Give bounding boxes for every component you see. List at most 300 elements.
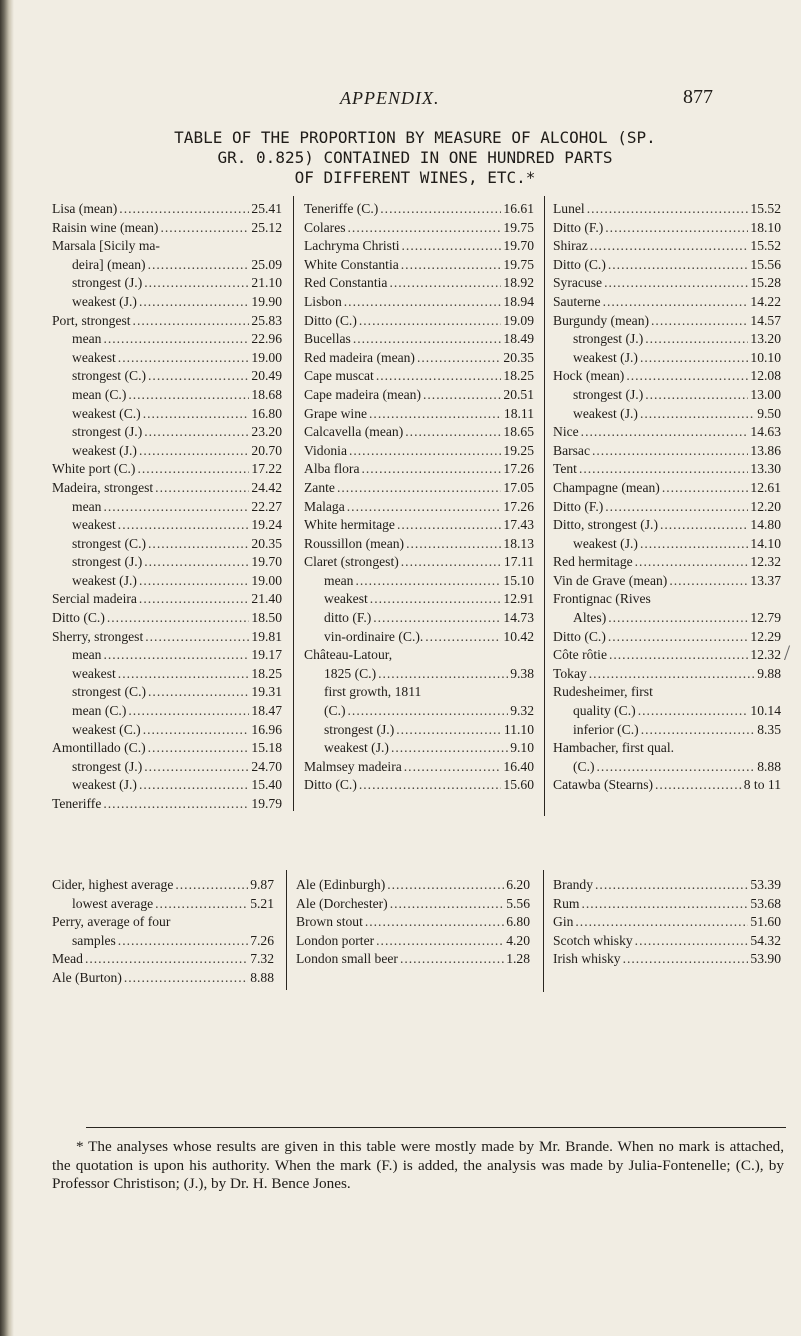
row-value: 4.20 [506, 932, 530, 948]
leader-dots [148, 256, 250, 275]
table-row [304, 646, 534, 665]
row-label: Ditto (F.) [553, 498, 604, 514]
leader-dots [148, 739, 250, 758]
leader-dots [365, 913, 504, 932]
row-value: 18.92 [503, 275, 534, 291]
leader-dots [592, 442, 748, 461]
row-label: Teneriffe [52, 796, 102, 811]
row-label: Hock (mean) [553, 368, 625, 384]
table-row [553, 702, 781, 721]
leader-dots [144, 274, 249, 293]
leader-dots [378, 665, 508, 684]
leader-dots [653, 590, 779, 609]
row-value: 12.32 [750, 647, 781, 663]
leader-dots [139, 776, 249, 795]
row-label: Gin [553, 914, 574, 930]
table-row [304, 776, 534, 795]
row-label: strongest (C.) [72, 368, 147, 384]
row-value: 54.32 [750, 932, 781, 948]
row-label: Tokay [553, 665, 587, 681]
running-title: APPENDIX. [340, 88, 440, 108]
row-label: Grape wine [304, 405, 368, 421]
row-label: Ditto (C.) [304, 312, 357, 328]
leader-dots [118, 516, 250, 535]
row-value: 9.32 [510, 703, 534, 719]
leader-dots [145, 628, 249, 647]
leader-dots [605, 498, 748, 517]
leader-dots [635, 553, 749, 572]
table-row [52, 913, 274, 932]
leader-dots [172, 913, 272, 932]
row-value: 17.43 [503, 517, 534, 533]
table-row [52, 969, 274, 988]
row-label: Champagne (mean) [553, 479, 660, 495]
row-label: mean [324, 572, 354, 588]
table-row [52, 665, 282, 684]
leader-dots [376, 367, 502, 386]
table-row [553, 386, 781, 405]
table-title-line-3: OF DIFFERENT WINES, ETC.* [294, 168, 536, 187]
table-row [52, 646, 282, 665]
table-row [553, 423, 781, 442]
table-row [553, 628, 781, 647]
row-label: Altes) [573, 610, 607, 626]
leader-dots [160, 219, 249, 238]
table-row [52, 876, 274, 895]
leader-dots [353, 330, 502, 349]
row-label: strongest (J.) [324, 721, 395, 737]
page-number: 877 [683, 86, 713, 108]
wines-column-2 [304, 200, 534, 795]
row-value: 17.22 [251, 461, 282, 477]
leader-dots [148, 367, 249, 386]
row-value: 20.49 [251, 368, 282, 384]
leader-dots [139, 442, 249, 461]
row-label: Vin de Grave (mean) [553, 572, 668, 588]
table-row [52, 293, 282, 312]
leader-dots [337, 479, 501, 498]
row-label: Ditto (C.) [304, 777, 357, 793]
row-value: 9.88 [757, 665, 781, 681]
table-row [296, 913, 530, 932]
row-label: weakest [72, 517, 116, 533]
row-label: Red hermitage [553, 554, 633, 570]
row-value: 25.12 [251, 219, 282, 235]
table-row [52, 895, 274, 914]
table-row [52, 274, 282, 293]
leader-dots [144, 553, 249, 572]
leader-dots [640, 535, 748, 554]
row-label: inferior (C.) [573, 721, 639, 737]
leader-dots [175, 876, 248, 895]
row-value: 6.20 [506, 877, 530, 892]
leader-dots [604, 274, 748, 293]
row-label: Ale (Dorchester) [296, 895, 388, 911]
other-drinks-column-2 [296, 876, 530, 969]
row-label: strongest (J.) [573, 331, 644, 347]
row-value: 25.83 [251, 312, 282, 328]
leader-dots [651, 312, 748, 331]
leader-dots [405, 423, 501, 442]
table-row [52, 516, 282, 535]
leader-dots [103, 795, 249, 814]
leader-dots [107, 609, 250, 628]
row-value: 53.68 [750, 895, 781, 911]
row-value: 18.65 [503, 424, 534, 440]
table-row [553, 349, 781, 368]
leader-dots [348, 219, 502, 238]
row-label: Lisbon [304, 293, 342, 309]
row-value: 18.47 [251, 703, 282, 719]
row-label: quality (C.) [573, 703, 636, 719]
leader-dots [143, 405, 250, 424]
table-row [553, 498, 781, 517]
row-value: 17.05 [503, 479, 534, 495]
leader-dots [404, 758, 502, 777]
row-label: deira] (mean) [72, 256, 146, 272]
table-row [52, 330, 282, 349]
leader-dots [401, 256, 502, 275]
table-row [553, 739, 781, 758]
table-row [52, 405, 282, 424]
table-title-line-2: GR. 0.825) CONTAINED IN ONE HUNDRED PARTS [217, 148, 613, 167]
table-row [52, 932, 274, 951]
table-row [553, 950, 781, 969]
row-value: 8.88 [757, 758, 781, 774]
table-row [52, 702, 282, 721]
row-label: Calcavella (mean) [304, 424, 404, 440]
row-label: Burgundy (mean) [553, 312, 650, 328]
table-row [553, 553, 781, 572]
row-label: Amontillado (C.) [52, 740, 146, 756]
row-value: 18.11 [503, 405, 534, 421]
leader-dots [369, 405, 502, 424]
row-value: 18.49 [503, 331, 534, 347]
leader-dots [608, 256, 749, 275]
row-value: 13.00 [750, 386, 781, 402]
row-value: 14.80 [750, 517, 781, 533]
table-row [52, 386, 282, 405]
row-label: London porter [296, 932, 375, 948]
row-label: weakest (J.) [72, 572, 137, 588]
table-row [553, 442, 781, 461]
row-label: weakest (J.) [72, 777, 137, 793]
row-label: weakest [72, 665, 116, 681]
table-row [304, 553, 534, 572]
row-label: weakest (C.) [72, 405, 141, 421]
row-value: 53.39 [750, 877, 781, 892]
row-value: 18.10 [750, 219, 781, 235]
table-row [553, 665, 781, 684]
row-label: mean [72, 647, 102, 663]
table-row [304, 479, 534, 498]
row-value: 13.30 [750, 461, 781, 477]
leader-dots [608, 628, 749, 647]
row-value: 12.79 [750, 610, 781, 626]
table-row [553, 256, 781, 275]
row-label: Ditto (F.) [553, 219, 604, 235]
table-row [52, 256, 282, 275]
row-label: Catawba (Stearns) [553, 777, 654, 793]
leader-dots [139, 293, 249, 312]
row-label: Lachryma Christi [304, 238, 400, 254]
row-label: Irish whisky [553, 951, 621, 967]
row-value: 8 to 11 [743, 777, 781, 793]
table-row [553, 367, 781, 386]
row-label: (C.) [573, 758, 595, 774]
leader-dots [400, 950, 504, 969]
page-binding-edge [0, 0, 14, 1336]
leader-dots [373, 609, 501, 628]
leader-dots [645, 386, 748, 405]
row-label: samples [72, 932, 116, 948]
table-row [304, 386, 534, 405]
leader-dots [361, 460, 501, 479]
table-row [296, 876, 530, 895]
row-label: Madeira, strongest [52, 479, 154, 495]
leader-dots [359, 776, 502, 795]
row-value: 20.35 [251, 535, 282, 551]
leader-dots [575, 913, 748, 932]
table-row [52, 312, 282, 331]
row-label: Zante [304, 479, 335, 495]
row-value: 20.35 [503, 349, 534, 365]
table-row [553, 274, 781, 293]
table-row [304, 442, 534, 461]
row-value: 19.00 [251, 349, 282, 365]
leader-dots [603, 293, 749, 312]
leader-dots [396, 721, 502, 740]
other-drinks-column-1 [52, 876, 274, 988]
row-label: Raisin wine (mean) [52, 219, 159, 235]
table-row [553, 646, 781, 665]
table-row [52, 758, 282, 777]
table-row [304, 367, 534, 386]
footnote-rule [86, 1127, 786, 1128]
row-value: 10.42 [503, 628, 534, 644]
leader-dots [359, 312, 502, 331]
row-value: 13.37 [750, 572, 781, 588]
row-label: Malmsey madeira [304, 758, 402, 774]
leader-dots [597, 758, 756, 777]
leader-dots [347, 498, 502, 517]
table-row [52, 739, 282, 758]
row-value: 10.10 [750, 349, 781, 365]
table-row [52, 479, 282, 498]
row-value: 5.56 [506, 895, 530, 911]
column-divider [293, 196, 294, 811]
table-row [52, 442, 282, 461]
row-label: weakest (J.) [72, 293, 137, 309]
table-row [304, 349, 534, 368]
table-row [52, 460, 282, 479]
row-value: 15.28 [750, 275, 781, 291]
leader-dots [581, 895, 748, 914]
row-value: 1.28 [506, 951, 530, 967]
leader-dots [626, 367, 748, 386]
table-row [304, 312, 534, 331]
row-value: 53.90 [750, 951, 781, 967]
table-row [553, 516, 781, 535]
table-row [304, 219, 534, 238]
leader-dots [394, 646, 532, 665]
leader-dots [137, 460, 249, 479]
table-row [553, 758, 781, 777]
leader-dots [148, 683, 249, 702]
row-value: 15.52 [750, 201, 781, 216]
row-label: strongest (C.) [72, 684, 147, 700]
table-row [553, 932, 781, 951]
leader-dots [417, 349, 501, 368]
row-label: Red Constantia [304, 275, 388, 291]
leader-dots [124, 969, 248, 988]
table-row [52, 237, 282, 256]
table-row [52, 572, 282, 591]
table-row [52, 721, 282, 740]
row-label: Ale (Edinburgh) [296, 877, 386, 892]
table-row [553, 237, 781, 256]
table-row [553, 200, 781, 219]
table-row [553, 460, 781, 479]
row-label: Claret (strongest) [304, 554, 399, 570]
table-row [553, 876, 781, 895]
leader-dots [118, 932, 248, 951]
table-row [553, 219, 781, 238]
leader-dots [389, 274, 501, 293]
table-row [296, 932, 530, 951]
row-label: ditto (F.) [324, 610, 372, 626]
row-label: Frontignac (Rives [553, 591, 651, 607]
row-label: strongest (J.) [72, 424, 143, 440]
row-label: Rum [553, 895, 580, 911]
row-value: 15.10 [503, 572, 534, 588]
other-drinks-column-3 [553, 876, 781, 969]
row-label: Brandy [553, 877, 594, 892]
leader-dots [641, 721, 756, 740]
leader-dots [139, 572, 249, 591]
row-value: 12.61 [750, 479, 781, 495]
leader-dots [581, 423, 749, 442]
leader-dots [103, 646, 249, 665]
row-value: 19.79 [251, 796, 282, 811]
row-value: 14.57 [750, 312, 781, 328]
table-row [52, 628, 282, 647]
leader-dots [128, 702, 249, 721]
leader-dots [391, 739, 508, 758]
leader-dots [425, 628, 501, 647]
row-value: 22.96 [251, 331, 282, 347]
leader-dots [608, 609, 748, 628]
row-label: Port, strongest [52, 312, 131, 328]
leader-dots [344, 293, 502, 312]
leader-dots [579, 460, 748, 479]
leader-dots [638, 702, 749, 721]
row-value: 16.80 [251, 405, 282, 421]
table-row [304, 423, 534, 442]
row-value: 18.94 [503, 293, 534, 309]
leader-dots [387, 876, 504, 895]
column-divider [543, 870, 544, 992]
leader-dots [85, 950, 248, 969]
table-row [52, 219, 282, 238]
table-row [52, 200, 282, 219]
leader-dots [401, 553, 502, 572]
leader-dots [355, 572, 501, 591]
table-row [304, 460, 534, 479]
leader-dots [402, 237, 502, 256]
row-value: 18.25 [503, 368, 534, 384]
row-value: 19.70 [503, 238, 534, 254]
row-label: Nice [553, 424, 579, 440]
row-label: Ditto (C.) [553, 628, 606, 644]
row-value: 12.32 [750, 554, 781, 570]
row-value: 20.51 [503, 386, 534, 402]
table-row [296, 950, 530, 969]
row-label: Sherry, strongest [52, 628, 144, 644]
row-value: 19.25 [503, 442, 534, 458]
table-row [553, 330, 781, 349]
table-row [553, 913, 781, 932]
leader-dots [118, 349, 250, 368]
row-value: 16.96 [251, 721, 282, 737]
table-row [304, 739, 534, 758]
row-value: 10.14 [750, 703, 781, 719]
table-row [304, 572, 534, 591]
table-row [304, 293, 534, 312]
row-label: weakest (J.) [573, 349, 638, 365]
table-row [304, 535, 534, 554]
row-label: Roussillon (mean) [304, 535, 405, 551]
row-label: Ditto, strongest (J.) [553, 517, 658, 533]
leader-dots [589, 665, 755, 684]
table-row [304, 758, 534, 777]
row-value: 21.40 [251, 591, 282, 607]
table-row [52, 609, 282, 628]
row-value: 14.22 [750, 293, 781, 309]
row-value: 11.10 [503, 721, 534, 737]
leader-dots [148, 535, 249, 554]
table-row [304, 665, 534, 684]
leader-dots [155, 479, 249, 498]
row-value: 16.40 [503, 758, 534, 774]
row-value: 18.68 [251, 386, 282, 402]
row-label: Red madeira (mean) [304, 349, 415, 365]
row-label: vin-ordinaire (C.). [324, 628, 424, 644]
row-value: 25.09 [251, 256, 282, 272]
table-row [52, 349, 282, 368]
row-label: Rudesheimer, first [553, 684, 653, 700]
row-value: 12.08 [750, 368, 781, 384]
leader-dots [662, 479, 749, 498]
row-label: Shiraz [553, 238, 588, 254]
table-row [52, 950, 274, 969]
row-label: weakest (J.) [573, 405, 638, 421]
row-value: 19.81 [251, 628, 282, 644]
leader-dots [143, 721, 250, 740]
table-row [52, 423, 282, 442]
leader-dots [609, 646, 748, 665]
leader-dots [635, 932, 749, 951]
table-row [553, 293, 781, 312]
row-label: Cape muscat [304, 368, 374, 384]
row-label: Scotch whisky [553, 932, 633, 948]
row-value: 16.61 [503, 201, 534, 216]
leader-dots [349, 442, 501, 461]
row-value: 21.10 [251, 275, 282, 291]
row-value: 9.10 [510, 740, 534, 756]
row-label: strongest (J.) [72, 554, 143, 570]
row-label: first growth, 1811 [324, 684, 422, 700]
